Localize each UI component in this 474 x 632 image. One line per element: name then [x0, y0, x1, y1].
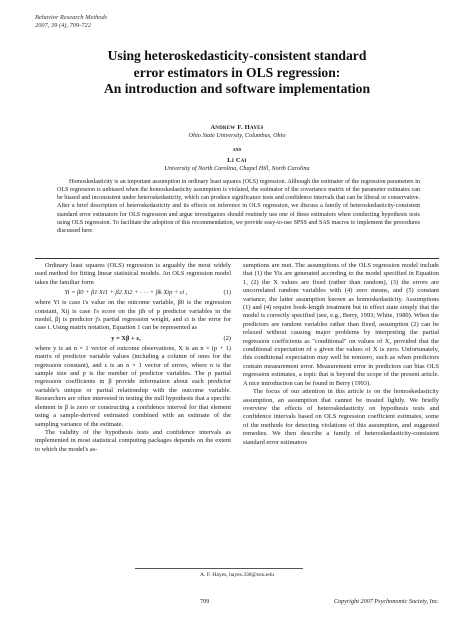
- left-paragraph-2: where Yi is case i's value on the outcome variable, β0 is the regression constant, Xij is case i's score on the jth of p predictor variables in the model, βj is predictor j's partial regression weight, and εi is the error for case i. Using matrix notation, Equation 1 can be represented as: [35, 299, 231, 332]
- right-paragraph-2: The focus of our attention in this article is on the homoskedasticity assumption, an assumption that cannot be treated lightly. We briefly overview the effects of heteroskedasticity on hypothesis tests and confidence intervals based on OLS regression coefficient estimates, some of the methods for detecting violations of this assumption, and suggested remedies. We then describe a family of heteroskedasticity-consistent standard error estimators: [243, 388, 439, 446]
- copyright-notice: Copyright 2007 Psychonomic Society, Inc.: [333, 598, 439, 605]
- equation-1-number: (1): [223, 289, 231, 297]
- equation-1-expression: Yi = β0 + β1 Xi1 + β2 Xi2 + · · · + βk Xip + εi ,: [64, 289, 188, 297]
- right-paragraph-1: sumptions are met. The assumptions of the OLS regression model include that (1) the Yis are generated according to the model specified in Equation 1, (2) the X values are fixed (rather than random), (3) the errors are uncorrelated random variables with (4) zero means, and (5) constant variance, the latter assumption known as homoskedasticity. Assumptions (1) and (4) require book-length treatment but in effect state simply that the model is correctly specified (see, e.g., Berry, 1993; White, 1980). When the predictors are random variables rather than fixed, assumption (2) can be relaxed without causing major problems by interpreting the partial regression coefficients as "conditional" on values of X, provided that the conditional expectation of ε given the values of X is zero. Unfortunately, this conditional expectation may well be nonzero, such as when predictors contain measurement error. Measurement error in predictors can bias OLS regression estimates, a topic that is beyond the scope of the present article. A nice introduction can be found in Berry (1993).: [243, 262, 439, 387]
- equation-1: [35, 288, 231, 298]
- left-paragraph-1: Ordinary least squares (OLS) regression is arguably the most widely used method for fitting linear statistical models. An OLS regression model takes the familiar form: [35, 262, 231, 286]
- page-number: 709: [200, 598, 210, 605]
- corresponding-author-footnote: A. F. Hayes, hayes.338@osu.edu: [200, 572, 274, 578]
- equation-2: [35, 334, 231, 344]
- abstract: [57, 178, 420, 235]
- body-column-right: [243, 262, 439, 447]
- body-column-left: [35, 262, 231, 454]
- left-paragraph-4: The validity of the hypothesis tests and confidence intervals as implemented in most statistical computing packages depends on the extent to which the model's as-: [35, 428, 231, 453]
- author-affiliation-2: University of North Carolina, Chapel Hill, North Carolina: [164, 165, 310, 172]
- title-line-1: Using heteroskedasticity-consistent standard: [107, 48, 367, 63]
- author-name-2: Li Cai: [227, 157, 247, 164]
- footnote-divider: [135, 568, 303, 569]
- author-affiliation-1: Ohio State University, Columbus, Ohio: [188, 132, 286, 139]
- equation-2-expression: y = Xβ + ε,: [111, 334, 141, 342]
- journal-name: Behavior Research Methods: [35, 14, 108, 21]
- journal-issue: 2007, 39 (4), 709-722: [35, 22, 91, 29]
- section-divider: [35, 258, 439, 259]
- abstract-text: Homoskedasticity is an important assumption in ordinary least squares (OLS) regression. Although the estimator of the regression parameters in OLS regression is unbiased when the homoskedasticity assumption is violated, the estimator of the covariance matrix of the parameter estimates can be biased and inconsistent under heteroskedasticity, which can produce significance tests and confidence intervals that can be liberal or conservative. After a brief description of heteroskedasticity and its effects on inference in OLS regression, we discuss a family of heteroskedasticity-consistent standard error estimators for OLS regression and argue investigators should routinely use one of these estimators when conducting hypothesis tests using OLS regression. To facilitate the adoption of this recommendation, we provide easy-to-use SPSS and SAS macros to implement the procedures discussed here.: [57, 179, 420, 234]
- equation-2-number: (2): [223, 334, 231, 342]
- title-line-2: error estimators in OLS regression:: [133, 64, 341, 80]
- article-title: [20, 48, 454, 98]
- author-block: [20, 124, 454, 173]
- author-separator: and: [232, 146, 242, 153]
- author-name-1: Andrew F. Hayes: [210, 124, 264, 131]
- journal-header: [35, 14, 107, 30]
- title-line-3: An introduction and software implementation: [103, 81, 371, 96]
- left-paragraph-3: where y is an n × 1 vector of outcome observations, X is an n × (p + 1) matrix of predictor variable values (including a column of ones for the regression constant), and ε is an n × 1 vector of errors, where n is the sample size and p is the number of predictor variables. The p partial regression coefficients in β provide information about each predictor variable's unique or partial relationship with the outcome variable. Researchers are often interested in testing the null hypothesis that a specific element in β is zero or constructing a confidence interval for that element using a sample-derived estimated combined with an estimate of the sampling variance of the estimate.: [35, 344, 231, 428]
